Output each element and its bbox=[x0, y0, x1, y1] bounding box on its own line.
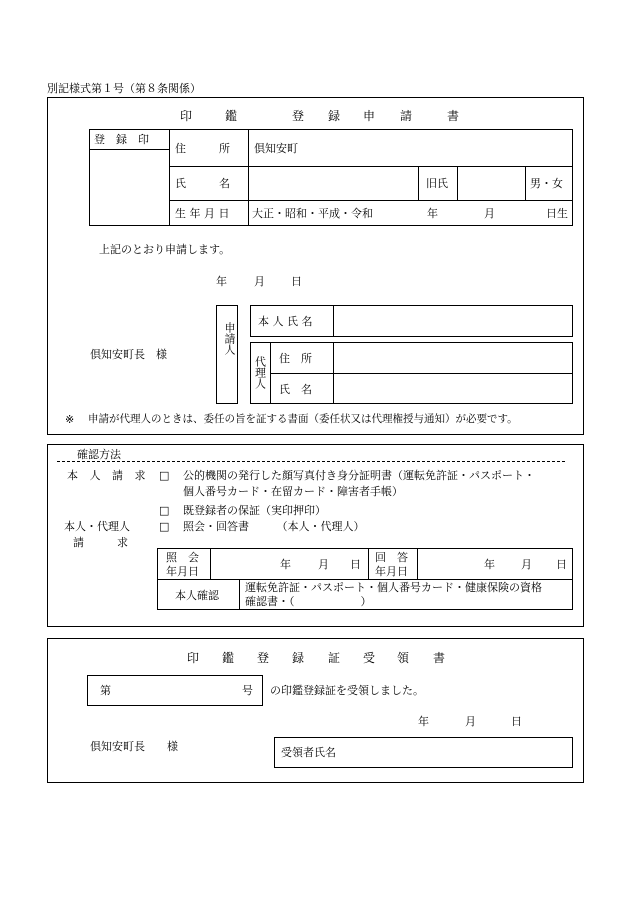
former-name-label: 旧氏 bbox=[426, 177, 448, 190]
mayor-addressee: 倶知安町長 様 bbox=[90, 348, 167, 361]
inquiry-month: 月 bbox=[318, 558, 329, 571]
address-label: 住 所 bbox=[175, 142, 230, 155]
proxy-name-label: 氏 名 bbox=[279, 383, 312, 396]
option3-label: 照会・回答書 （本人・代理人） bbox=[183, 520, 365, 533]
dob-label: 生 年 月 日 bbox=[175, 207, 230, 220]
option1-checkbox[interactable]: □ bbox=[159, 469, 170, 482]
form-number: 別記様式第１号（第８条関係） bbox=[47, 82, 201, 95]
receipt-month: 月 bbox=[465, 715, 476, 728]
receipt-day: 日 bbox=[511, 715, 522, 728]
self-name-field[interactable] bbox=[334, 306, 572, 336]
dob-month: 月 bbox=[484, 207, 495, 220]
receipt-year: 年 bbox=[418, 715, 429, 728]
request-text: 上記のとおり申請します。 bbox=[99, 243, 231, 256]
receipt-mayor: 倶知安町長 様 bbox=[90, 740, 178, 753]
option1-line2: 個人番号カード・在留カード・障害者手帳） bbox=[183, 485, 403, 498]
number-field[interactable] bbox=[87, 675, 263, 706]
number-prefix: 第 bbox=[100, 684, 111, 697]
dob-eras[interactable]: 大正・昭和・平成・令和 bbox=[252, 207, 373, 220]
applicant-label: 申請人 bbox=[223, 322, 236, 355]
name-label: 氏 名 bbox=[175, 177, 230, 190]
confirmation-title: 確認方法 bbox=[77, 448, 121, 461]
answer-year: 年 bbox=[484, 558, 495, 571]
number-suffix: 号 bbox=[242, 684, 253, 697]
answer-label-2: 年月日 bbox=[375, 565, 408, 578]
dob-year: 年 bbox=[427, 207, 438, 220]
date-day: 日 bbox=[291, 275, 302, 288]
seal-label: 登 録 印 bbox=[94, 133, 149, 146]
inquiry-day: 日 bbox=[350, 558, 361, 571]
note-mark: ※ bbox=[65, 413, 75, 426]
dob-day: 日生 bbox=[546, 207, 568, 220]
date-month: 月 bbox=[254, 275, 265, 288]
self-request-label: 本 人 請 求 bbox=[67, 469, 150, 482]
receipt-text: の印鑑登録証を受領しました。 bbox=[270, 684, 424, 697]
self-check-line1: 運転免許証・パスポート・個人番号カード・健康保険の資格 bbox=[245, 581, 542, 594]
self-name-label: 本 人 氏 名 bbox=[258, 315, 313, 328]
answer-label: 回 答 bbox=[375, 551, 408, 564]
proxy-address-label: 住 所 bbox=[279, 352, 312, 365]
inquiry-label-2: 年月日 bbox=[166, 565, 199, 578]
note-text: 申請が代理人のときは、委任の旨を証する書面（委任状又は代理権授与通知）が必要です。 bbox=[88, 413, 518, 425]
inquiry-year: 年 bbox=[280, 558, 291, 571]
date-year: 年 bbox=[216, 275, 227, 288]
self-check-line2: 確認書・（ ） bbox=[245, 595, 372, 608]
proxy-address-field[interactable] bbox=[334, 343, 572, 372]
proxy-name-field[interactable] bbox=[334, 374, 572, 403]
proxy-request-label: 本人・代理人 bbox=[64, 520, 130, 533]
proxy-label: 代理人 bbox=[253, 356, 267, 389]
inquiry-label: 照 会 bbox=[166, 551, 199, 564]
name-field[interactable] bbox=[249, 167, 417, 199]
option2-label: 既登録者の保証（実印押印） bbox=[183, 504, 326, 517]
receiver-name-label: 受領者氏名 bbox=[281, 746, 336, 759]
answer-day: 日 bbox=[556, 558, 567, 571]
seal-area[interactable] bbox=[90, 150, 168, 225]
answer-month: 月 bbox=[521, 558, 532, 571]
proxy-request-label-2: 請 求 bbox=[73, 536, 128, 549]
self-check-label: 本人確認 bbox=[175, 589, 219, 602]
option1-line1: 公的機関の発行した顔写真付き身分証明書（運転免許証・パスポート・ bbox=[183, 469, 535, 482]
former-name-field[interactable] bbox=[458, 167, 524, 199]
option3-checkbox[interactable]: □ bbox=[159, 520, 170, 533]
gender-choice[interactable]: 男・女 bbox=[530, 177, 563, 190]
address-value[interactable]: 倶知安町 bbox=[254, 142, 298, 155]
option2-checkbox[interactable]: □ bbox=[159, 504, 170, 517]
